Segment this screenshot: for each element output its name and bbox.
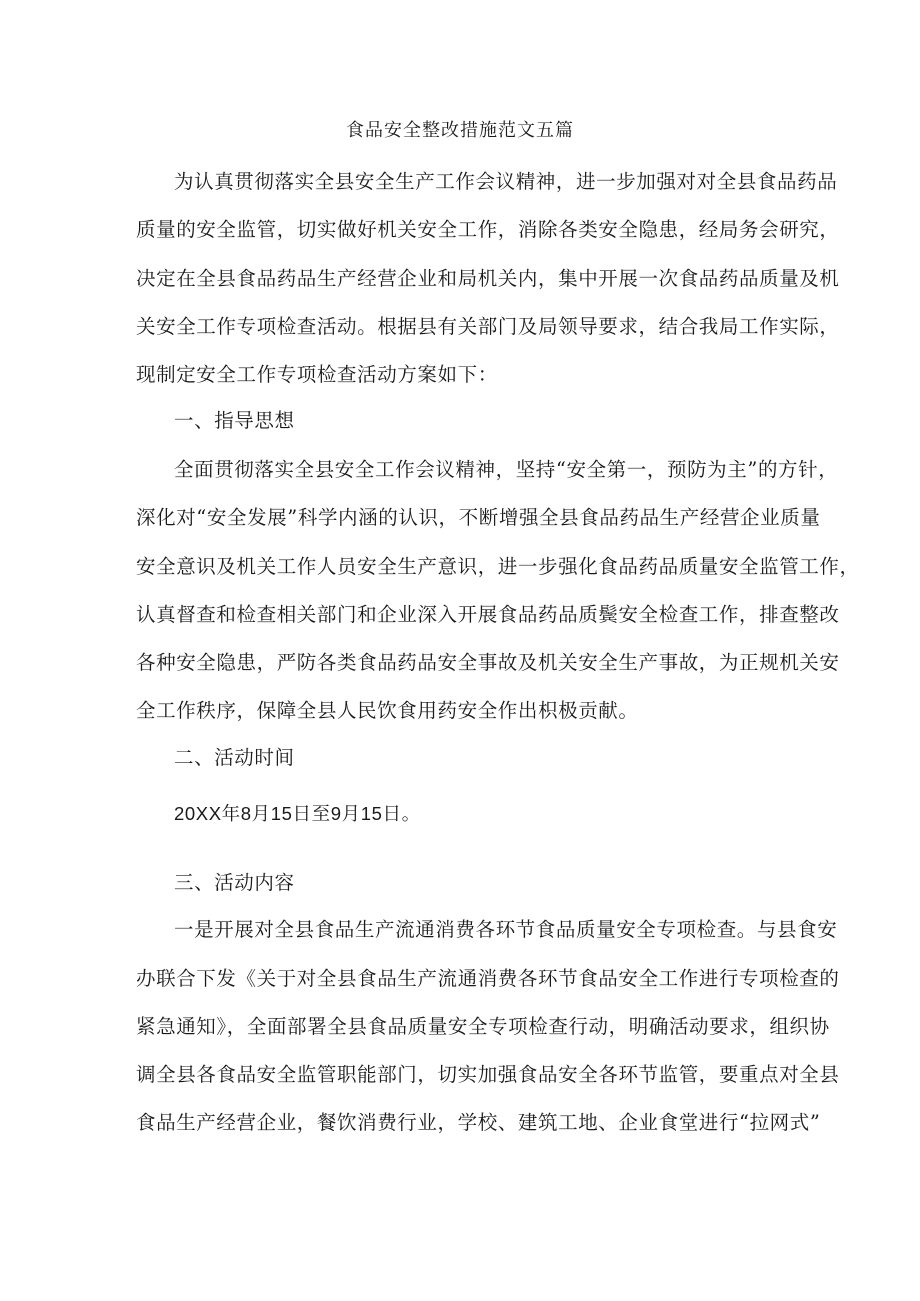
- document-title: 食品安全整改措施范文五篇: [346, 120, 574, 141]
- paragraph-line: 全工作秩序，保障全县人民饮食用药安全作出枳极贡献。: [136, 699, 639, 722]
- paragraph-line: 紧急通知》，全面部署全县食品质量安全专项检查行动，明确活动要求，组织协: [136, 1015, 830, 1038]
- paragraph-line: 关安全工作专项检查活动。根据县有关部门及局领导要求，结合我局工作实际，: [136, 315, 840, 338]
- section-heading: 三、活动内容: [174, 871, 295, 894]
- paragraph-line: 一是开展对全县食品生产流通消费各环节食品质量安全专项检查。与县食安: [174, 918, 838, 941]
- section-heading: 一、指导思想: [174, 409, 295, 432]
- section-heading: 二、活动时间: [174, 746, 295, 769]
- paragraph-line: 现制定安全工作专项检查活动方案如下：: [136, 363, 498, 386]
- paragraph-line: 办联合下发《关于对全县食品生产流通消费各环节食品安全工作进行专项检查的: [136, 967, 840, 990]
- paragraph-line: 深化对“安全发展”科学内涵的认识，不断增强全县食品药品生产经营企业质量: [136, 506, 821, 529]
- paragraph-line: 安全意识及机关工作人员安全生产意识，进一步强化食品药品质量安全监管工作，: [136, 555, 860, 578]
- paragraph-line: 食品生产经营企业，餐饮消费行业，学校、建筑工地、企业食堂进行“拉网式”: [136, 1111, 821, 1134]
- paragraph-line: 各种安全隐患，严防各类食品药品安全事故及机关安全生产事故，为正规机关安: [136, 651, 840, 674]
- paragraph-line: 认真督查和检查相关部门和企业深入开展食品药品质鬓安全检查工作，排查整改: [136, 603, 840, 626]
- paragraph-line: 全面贯彻落实全县安全工作会议精神，坚持“安全第一，预防为主”的方针，: [174, 458, 839, 481]
- date-range: 20XX年8月15日至9月15日。: [174, 803, 421, 824]
- paragraph-line: 决定在全县食品药品生产经营企业和局机关内，集中开展一次食品药品质量及机: [136, 267, 840, 290]
- paragraph-line: 质量的安全监管，切实做好机关安全工作，消除各类安全隐患，经局务会研究，: [136, 218, 840, 241]
- paragraph-line: 调全县各食品安全监管职能部门，切实加强食品安全各环节监管，要重点对全县: [136, 1063, 840, 1086]
- paragraph-line: 为认真贯彻落实全县安全生产工作会议精神，进一步加强对对全县食品药品: [174, 170, 838, 193]
